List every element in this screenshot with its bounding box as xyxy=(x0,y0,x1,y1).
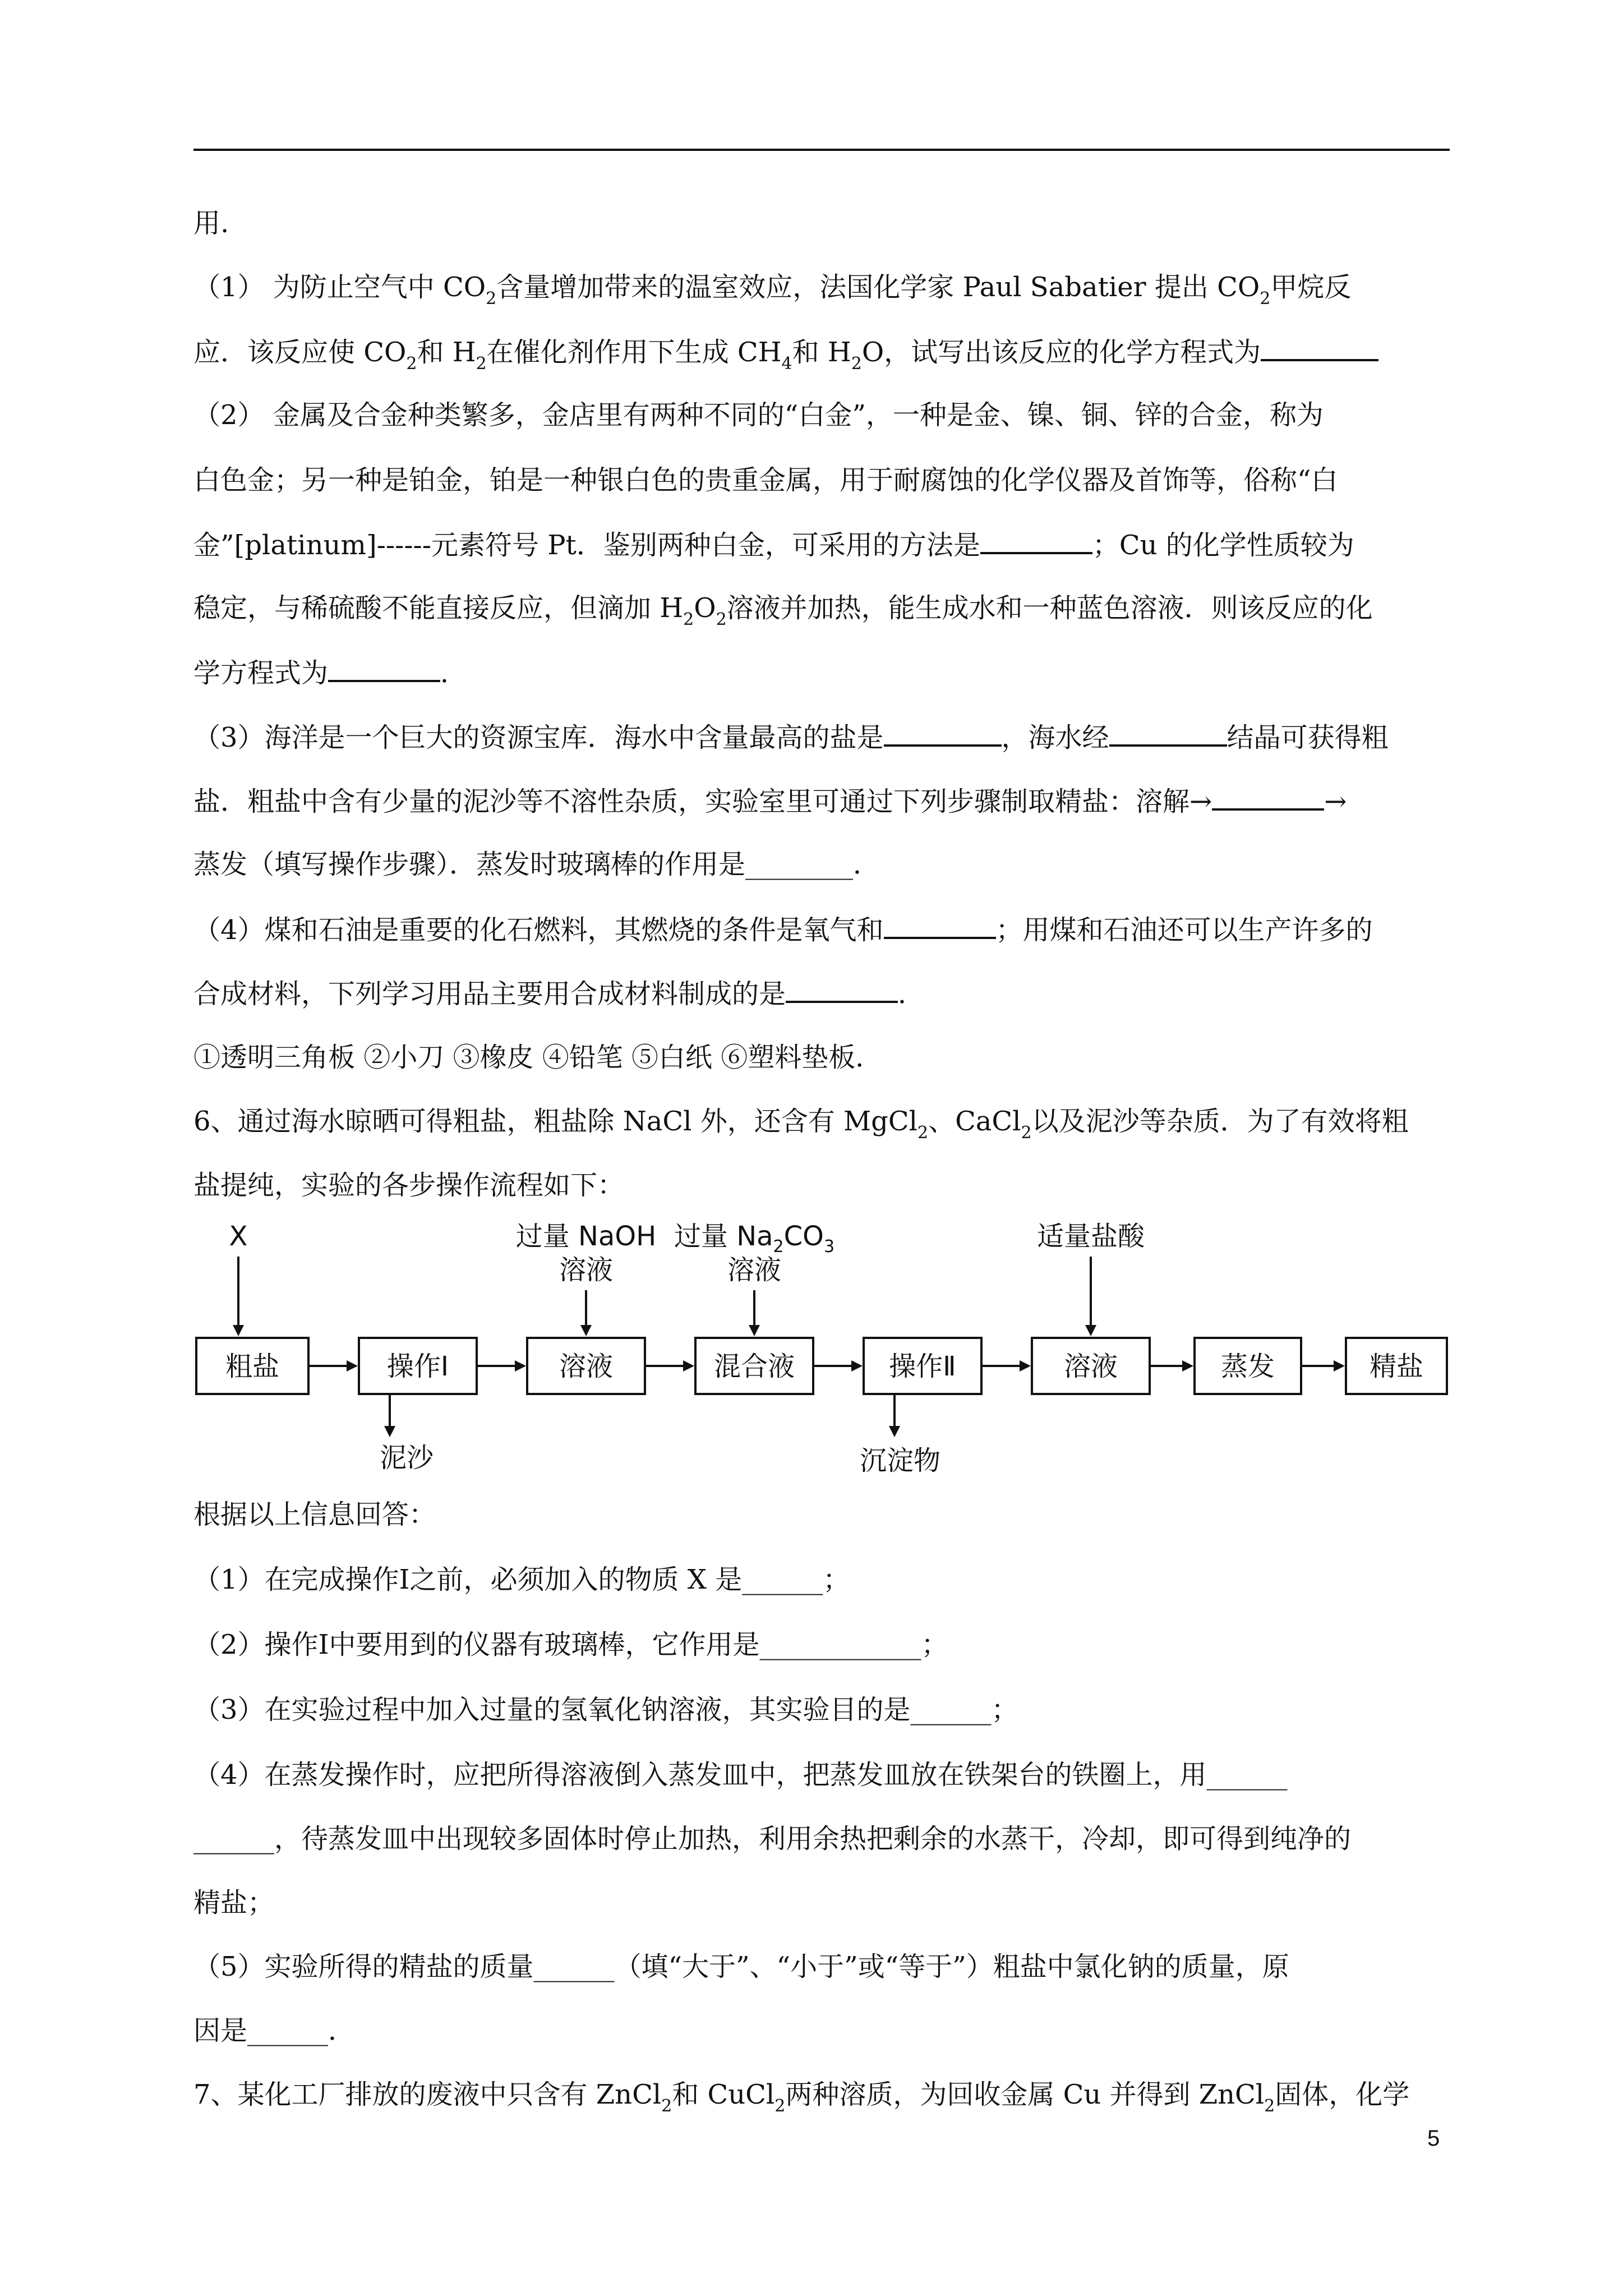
text-line: 白色金；另一种是铂金，铂是一种银白色的贵重金属，用于耐腐蚀的化学仪器及首饰等，俗称“白 xyxy=(193,464,1338,496)
page-number: 5 xyxy=(1427,2126,1440,2151)
answer-blank[interactable] xyxy=(884,720,1002,747)
text-line: 因是______． xyxy=(193,2015,356,2046)
flow-output-sand: 泥沙 xyxy=(379,1442,434,1474)
text-line: 盐提纯，实验的各步操作流程如下： xyxy=(193,1170,625,1201)
text-line: 7、某化工厂排放的废液中只含有 ZnCl$_2$和 CuCl$_2$两种溶质，为回收金属 Cu 并得到 ZnCl$_2$固体，化学 xyxy=(193,2079,1410,2116)
svg-text:溶液: 溶液 xyxy=(1063,1351,1118,1382)
text-line: 盐．粗盐中含有少量的泥沙等不溶性杂质，实验室里可通过下列步骤制取精盐：溶解→ → xyxy=(193,784,1347,818)
header-rule xyxy=(193,149,1450,151)
text-line: （2）操作Ⅰ中要用到的仪器有玻璃棒，它作用是____________； xyxy=(193,1629,948,1660)
svg-text:蒸发: 蒸发 xyxy=(1220,1351,1275,1382)
flow-box-crude-salt xyxy=(196,1338,308,1394)
answer-blank[interactable] xyxy=(786,976,898,1003)
flow-input-x: X xyxy=(229,1221,248,1252)
text-line: （1） 为防止空气中 $CO_2$含量增加带来的温室效应，法国化学家 Paul Sabatier 提出 $CO_2$甲烷反 xyxy=(193,272,1352,309)
answer-blank[interactable] xyxy=(1261,334,1378,361)
text-line: 用. xyxy=(193,208,229,239)
svg-text:粗盐: 粗盐 xyxy=(225,1351,280,1382)
text-line: （5）实验所得的精盐的质量______（填“大于”、“小于”或“等于”）粗盐中氯化钠的质量，原 xyxy=(193,1951,1289,1982)
answer-blank[interactable] xyxy=(980,527,1092,554)
flow-box-mixture xyxy=(695,1338,813,1394)
text-line: 蒸发（填写操作步骤）．蒸发时玻璃棒的作用是________． xyxy=(193,849,880,880)
flow-box-refined-salt xyxy=(1346,1338,1447,1394)
text-line: 金”[platinum]------元素符号 Pt．鉴别两种白金，可采用的方法是 ；Cu 的化学性质较为 xyxy=(193,527,1354,562)
flow-input-naoh-solution: 溶液 xyxy=(559,1254,614,1286)
text-line: 稳定，与稀硫酸不能直接反应，但滴加 $H_2O_2$溶液并加热，能生成水和一种蓝色溶液．则该反应的化 xyxy=(193,592,1373,629)
text-line: 6、通过海水晾晒可得粗盐，粗盐除 NaCl 外，还含有 MgCl$_2$、CaCl$_2$以及泥沙等杂质．为了有效将粗 xyxy=(193,1106,1409,1143)
answer-blank[interactable] xyxy=(328,655,440,682)
flow-arrow xyxy=(580,1290,592,1336)
text-line: （3）海洋是一个巨大的资源宝库．海水中含量最高的盐是 ，海水经 结晶可获得粗 xyxy=(193,720,1389,754)
svg-text:溶液: 溶液 xyxy=(559,1351,614,1382)
svg-text:混合液: 混合液 xyxy=(713,1351,795,1382)
text-line: （4）在蒸发操作时，应把所得溶液倒入蒸发皿中，把蒸发皿放在铁架台的铁圈上，用______ xyxy=(193,1759,1288,1791)
flow-input-na2co3: 过量 $Na_2CO_3$ xyxy=(674,1221,835,1257)
flow-input-na2co3-solution: 溶液 xyxy=(727,1254,782,1286)
flow-arrow xyxy=(749,1290,760,1336)
flow-arrow xyxy=(889,1394,900,1437)
answer-blank[interactable] xyxy=(1212,784,1324,811)
answer-blank[interactable] xyxy=(1109,720,1227,747)
text-line: （4）煤和石油是重要的化石燃料，其燃烧的条件是氧气和 ；用煤和石油还可以生产许多的 xyxy=(193,912,1373,947)
text-line: （3）在实验过程中加入过量的氢氧化钠溶液，其实验目的是______； xyxy=(193,1694,1018,1726)
flow-arrow xyxy=(384,1394,395,1437)
text-line: 合成材料，下列学习用品主要用合成材料制成的是 ． xyxy=(193,976,925,1011)
text-line: 根据以上信息回答： xyxy=(193,1499,436,1530)
text-line: 学方程式为 ． xyxy=(193,655,467,690)
svg-text:精盐: 精盐 xyxy=(1369,1351,1424,1382)
flow-box-evaporate xyxy=(1195,1338,1301,1394)
purification-flowchart xyxy=(191,1212,1458,1481)
flow-output-precipitate: 沉淀物 xyxy=(859,1445,941,1476)
text-line: ______，待蒸发皿中出现较多固体时停止加热，利用余热把剩余的水蒸干，冷却，即可得到纯净的 xyxy=(193,1823,1352,1855)
text-line: 应．该反应使 $CO_2$和 $H_2$在催化剂作用下生成 $CH_4$和 $H_2O$，试写出该反应的化学方程式为 xyxy=(193,334,1378,373)
flow-input-naoh: 过量 NaOH xyxy=(515,1221,657,1252)
answer-blank[interactable] xyxy=(884,912,996,939)
svg-text:操作Ⅰ: 操作Ⅰ xyxy=(386,1351,449,1382)
flow-box-solution-2 xyxy=(1032,1338,1150,1394)
flow-box-operation-2 xyxy=(864,1338,981,1394)
flow-box-solution-1 xyxy=(527,1338,645,1394)
flow-box-operation-1 xyxy=(359,1338,477,1394)
flow-input-hcl: 适量盐酸 xyxy=(1036,1221,1145,1252)
svg-text:操作Ⅱ: 操作Ⅱ xyxy=(889,1351,956,1382)
text-line: 精盐； xyxy=(193,1887,275,1918)
flow-arrow xyxy=(1085,1257,1096,1336)
text-line: （2） 金属及合金种类繁多，金店里有两种不同的“白金”，一种是金、镍、铜、锌的合金，称为 xyxy=(193,399,1324,431)
text-line: （1）在完成操作Ⅰ之前，必须加入的物质 X 是______； xyxy=(193,1564,850,1595)
text-line: ①透明三角板 ②小刀 ③橡皮 ④铅笔 ⑤白纸 ⑥塑料垫板． xyxy=(193,1042,883,1073)
flow-arrow xyxy=(233,1257,244,1336)
